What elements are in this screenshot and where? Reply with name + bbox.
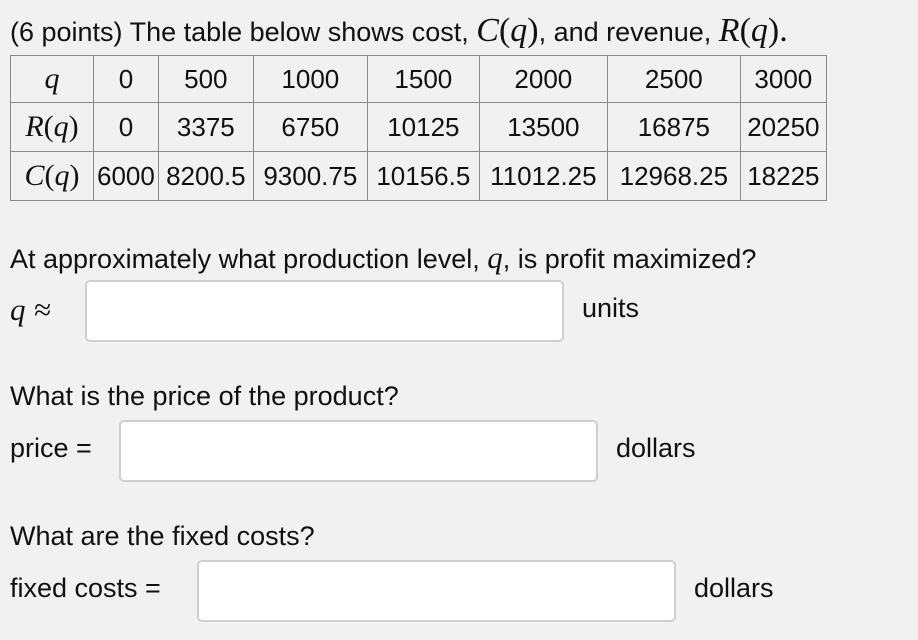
table-cell: 500 (158, 56, 253, 103)
table-cell: 1000 (253, 56, 367, 103)
table-cell: 13500 (479, 103, 607, 152)
question-var: q (487, 240, 503, 275)
table-row-cost (11, 152, 827, 201)
price-label: price = (10, 433, 92, 463)
fixed-costs-answer-input[interactable] (197, 560, 676, 622)
table-cell: 9300.75 (253, 152, 367, 201)
table-cell: 0 (94, 56, 159, 103)
cost-revenue-table (10, 55, 827, 201)
table-cell: 8200.5 (158, 152, 253, 201)
table-cell: 2000 (479, 56, 607, 103)
price-dollars-label: dollars (616, 433, 696, 463)
table-cell: 2500 (607, 56, 740, 103)
cost-var: q (510, 12, 528, 49)
intro-period: . (779, 12, 788, 49)
table-cell: 0 (94, 103, 159, 152)
fixed-costs-dollars-label: dollars (694, 573, 774, 603)
fixed-costs-label: fixed costs = (10, 573, 161, 603)
table-row-revenue (11, 103, 827, 152)
question-price: What is the price of the product? (10, 381, 399, 411)
problem-statement: (6 points) The table below shows cost, C(q), and revenue, R(q). (10, 12, 788, 49)
question-fixed-costs: What are the fixed costs? (10, 521, 315, 551)
row-header-cost: C(q) (11, 152, 94, 201)
intro-text: The table below shows cost, (129, 17, 469, 47)
revenue-var: q (750, 12, 768, 49)
q-answer-input[interactable] (85, 280, 564, 342)
table-cell: 3375 (158, 103, 253, 152)
units-label: units (582, 293, 640, 323)
table-cell: 6000 (94, 152, 159, 201)
cost-symbol: C (476, 12, 499, 49)
table-cell: 20250 (740, 103, 826, 152)
row-header-q: q (11, 56, 94, 103)
table-cell: 12968.25 (607, 152, 740, 201)
table-row-q (11, 56, 827, 103)
row-header-revenue: R(q) (11, 103, 94, 152)
table-cell: 10156.5 (367, 152, 479, 201)
price-answer-input[interactable] (119, 420, 598, 482)
table-cell: 16875 (607, 103, 740, 152)
question-profit-max: At approximately what production level, q, is profit maximized? (10, 240, 757, 275)
table-cell: 1500 (367, 56, 479, 103)
q-approx-label: q ≈ (10, 292, 52, 327)
table-cell: 18225 (740, 152, 826, 201)
table-cell: 3000 (740, 56, 826, 103)
revenue-symbol: R (718, 12, 740, 49)
table-cell: 6750 (253, 103, 367, 152)
points-label: (6 points) (10, 17, 123, 47)
table-cell: 11012.25 (479, 152, 607, 201)
intro-text-middle: , and revenue, (538, 17, 712, 47)
table-cell: 10125 (367, 103, 479, 152)
